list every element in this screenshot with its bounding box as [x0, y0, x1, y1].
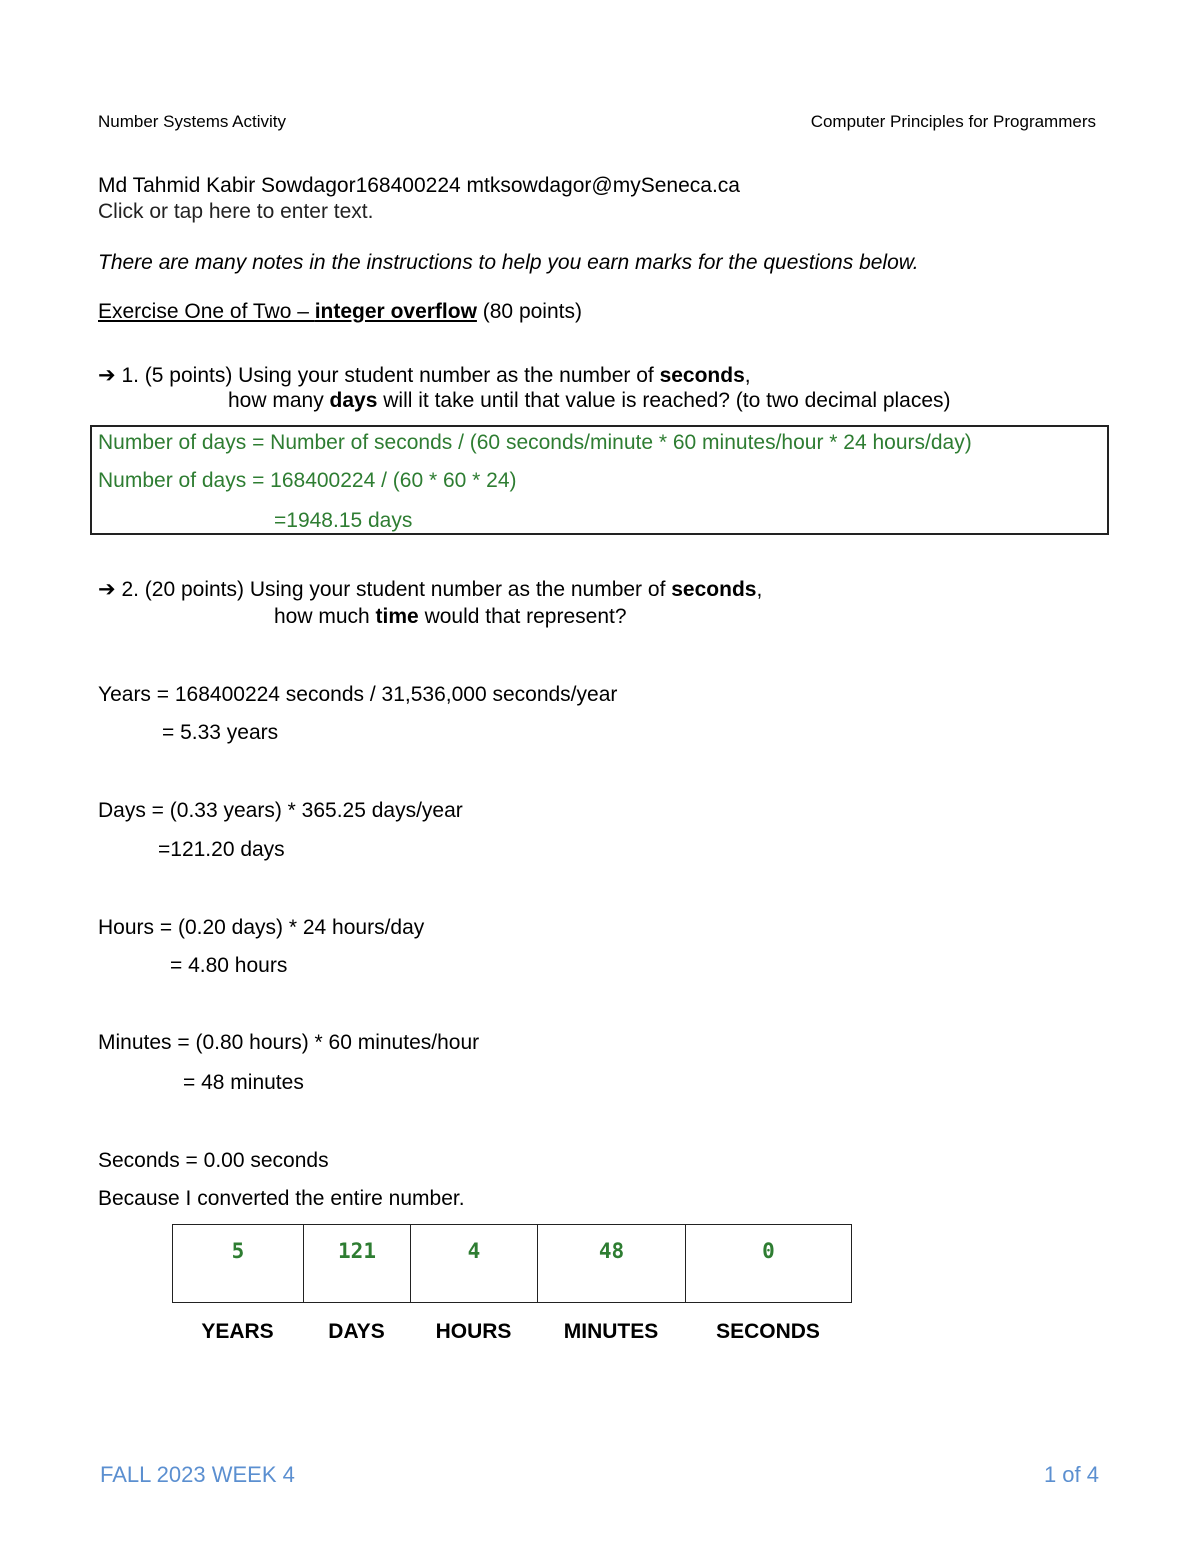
work-seconds-1: Seconds = 0.00 seconds [98, 1149, 329, 1172]
q2-line1-bold: seconds [671, 578, 757, 601]
student-info: Md Tahmid Kabir Sowdagor168400224 mtksowdagor@mySeneca.ca [98, 174, 740, 197]
work-seconds-2: Because I converted the entire number. [98, 1187, 465, 1210]
q1-line2 [228, 389, 951, 413]
work-years-1: Years = 168400224 seconds / 31,536,000 seconds/year [98, 683, 618, 706]
label-minutes: MINUTES [563, 1320, 659, 1343]
work-minutes-2: = 48 minutes [183, 1071, 304, 1094]
work-minutes-1: Minutes = (0.80 hours) * 60 minutes/hour [98, 1031, 480, 1054]
q1-line1 [98, 363, 751, 388]
time-breakdown-table [172, 1224, 852, 1303]
q1-line2-bold: days [329, 389, 378, 412]
years-value: 5 [173, 1225, 304, 1303]
q1-line1-pre: 1. (5 points) Using your student number as the number of [115, 364, 660, 387]
header-right: Computer Principles for Programmers [810, 112, 1096, 131]
table-row [173, 1225, 852, 1303]
exercise-title-bold: integer overflow [314, 300, 477, 323]
arrow-right-icon: ➔ [98, 363, 116, 387]
q2-line1 [98, 577, 762, 602]
q1-answer-line-1: Number of days = Number of seconds / (60 seconds/minute * 60 minutes/hour * 24 hours/day) [98, 431, 972, 454]
q2-line2 [274, 605, 627, 629]
q2-line2-post: would that represent? [418, 605, 627, 628]
header-left: Number Systems Activity [98, 112, 286, 131]
q2-line1-pre: 2. (20 points) Using your student number as the number of [115, 578, 672, 601]
work-hours-1: Hours = (0.20 days) * 24 hours/day [98, 916, 425, 939]
footer-term: FALL 2023 WEEK 4 [100, 1462, 295, 1487]
label-seconds: SECONDS [716, 1320, 820, 1343]
q1-line1-post: , [744, 364, 751, 387]
label-years: YEARS [201, 1320, 274, 1343]
label-days: DAYS [328, 1320, 385, 1343]
exercise-title-suffix: (80 points) [476, 300, 582, 323]
seconds-value: 0 [686, 1225, 852, 1303]
footer-page-number: 1 of 4 [1043, 1462, 1099, 1487]
work-hours-2: = 4.80 hours [170, 954, 288, 977]
work-days-2: =121.20 days [158, 838, 285, 861]
exercise-title-prefix: Exercise One of Two – [98, 300, 315, 323]
minutes-value: 48 [538, 1225, 686, 1303]
q1-line1-bold: seconds [659, 364, 745, 387]
q1-answer-line-3: =1948.15 days [274, 509, 413, 532]
intro-note: There are many notes in the instructions to help you earn marks for the questions below. [98, 251, 919, 274]
q1-line2-pre: how many [228, 389, 330, 412]
label-hours: HOURS [435, 1320, 512, 1343]
q1-line2-post: will it take until that value is reached? (to two decimal places) [377, 389, 951, 412]
q2-line1-post: , [756, 578, 763, 601]
q1-answer-line-2: Number of days = 168400224 / (60 * 60 * 24) [98, 469, 517, 492]
exercise-title [98, 300, 582, 324]
q2-line2-pre: how much [274, 605, 376, 628]
work-years-2: = 5.33 years [162, 721, 279, 744]
work-days-1: Days = (0.33 years) * 365.25 days/year [98, 799, 463, 822]
text-entry-placeholder[interactable]: Click or tap here to enter text. [98, 200, 374, 223]
q2-line2-bold: time [375, 605, 419, 628]
days-value: 121 [304, 1225, 411, 1303]
hours-value: 4 [411, 1225, 538, 1303]
arrow-right-icon: ➔ [98, 577, 116, 601]
